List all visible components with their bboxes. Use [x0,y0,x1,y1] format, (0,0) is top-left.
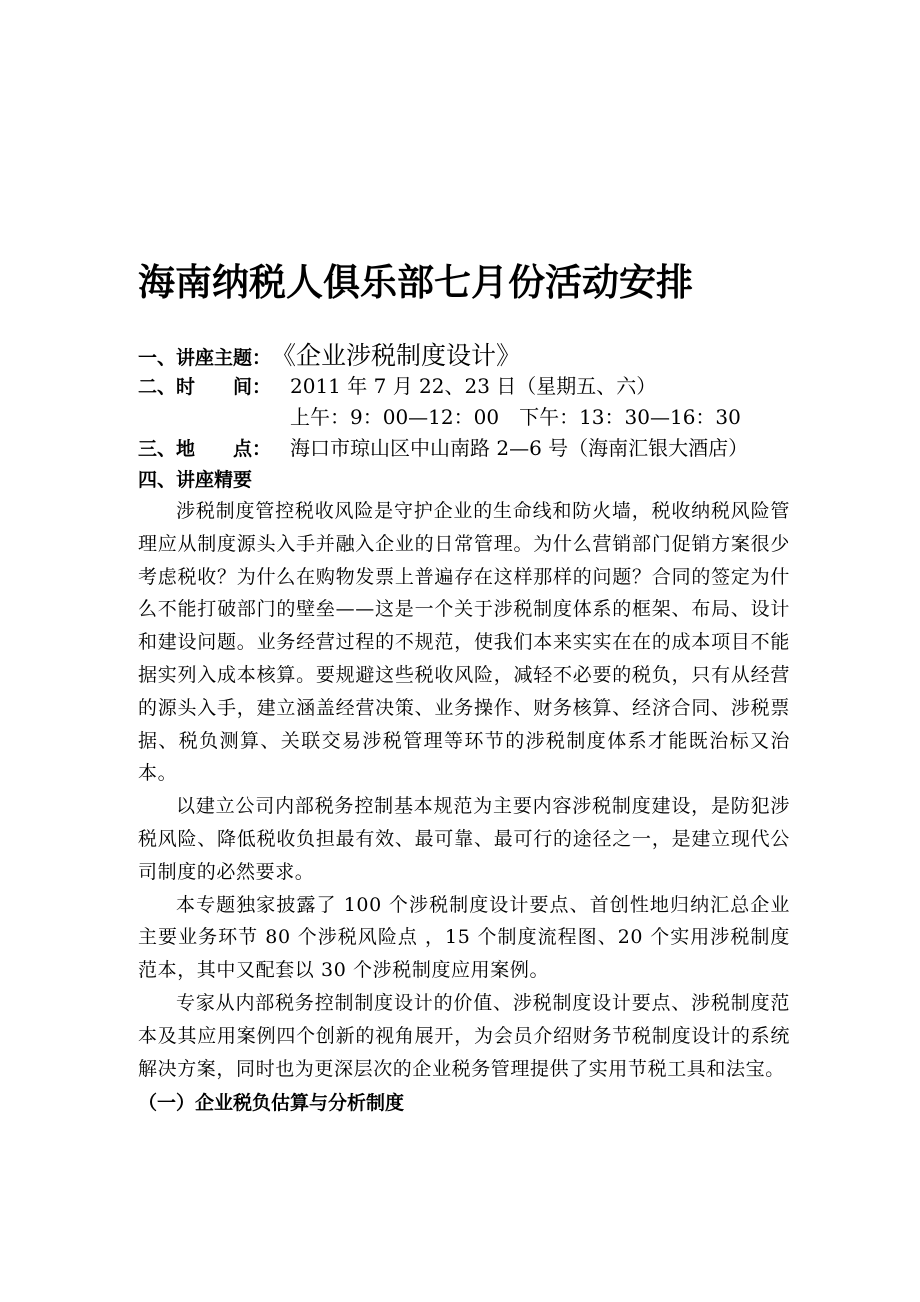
topic-label: 一、讲座主题： [138,347,272,369]
paragraph: 专家从内部税务控制制度设计的价值、涉税制度设计要点、涉税制度范本及其应用案例四个创新的视角展开，为会员介绍财务节税制度设计的系统解决方案，同时也为更深层次的企业税务管理提供了实用节税工具和法宝。 [138,991,790,1080]
summary-label: 四、讲座精要 [138,469,253,491]
time-value-hours: 上午：9：00—12：00 下午：13：30—16：30 [290,405,741,429]
section-subheading: （一）企业税负估算与分析制度 [138,1092,405,1115]
time-label: 二、时 间： [138,376,272,398]
paragraph: 本专题独家披露了 100 个涉税制度设计要点、首创性地归纳汇总企业主要业务环节 80 个涉税风险点 ，15 个制度流程图、20 个实用涉税制度范本，其中又配套以 30 个涉税制度应用案例。 [138,893,790,982]
summary-line [138,464,798,495]
place-value: 海口市琼山区中山南路 2—6 号（海南汇银大酒店） [290,436,749,460]
topic-value: 《企业涉税制度设计》 [271,341,522,370]
time-hours-line [138,402,798,433]
document-title: 海南纳税人俱乐部七月份活动安排 [138,261,693,304]
event-info [138,340,798,495]
place-label: 三、地 点： [138,438,272,460]
summary-body [138,495,790,1119]
time-value-date: 2011 年 7 月 22、23 日（星期五、六） [290,374,657,398]
topic-line [138,340,798,371]
paragraph: 以建立公司内部税务控制基本规范为主要内容涉税制度建设，是防犯涉税风险、降低税收负担最有效、最可靠、最可行的途径之一，是建立现代公司制度的必然要求。 [138,795,790,883]
place-line [138,433,798,464]
paragraph: 涉税制度管控税收风险是守护企业的生命线和防火墙，税收纳税风险管理应从制度源头入手并融入企业的日常管理。为什么营销部门促销方案很少考虑税收？为什么在购物发票上普遍存在这样那样的问题？合同的签定为什么不能打破部门的壁垒——这是一个关于涉税制度体系的框架、布局、设计和建设问题。业务经营过程的不规范，使我们本来实实在在的成本项目不能据实列入成本核算。要规避这些税收风险，减轻不必要的税负，只有从经营的源头入手，建立涵盖经营决策、业务操作、财务核算、经济合同、涉税票据、税负测算、关联交易涉税管理等环节的涉税制度体系才能既治标又治本。 [138,500,790,785]
time-line [138,371,798,402]
